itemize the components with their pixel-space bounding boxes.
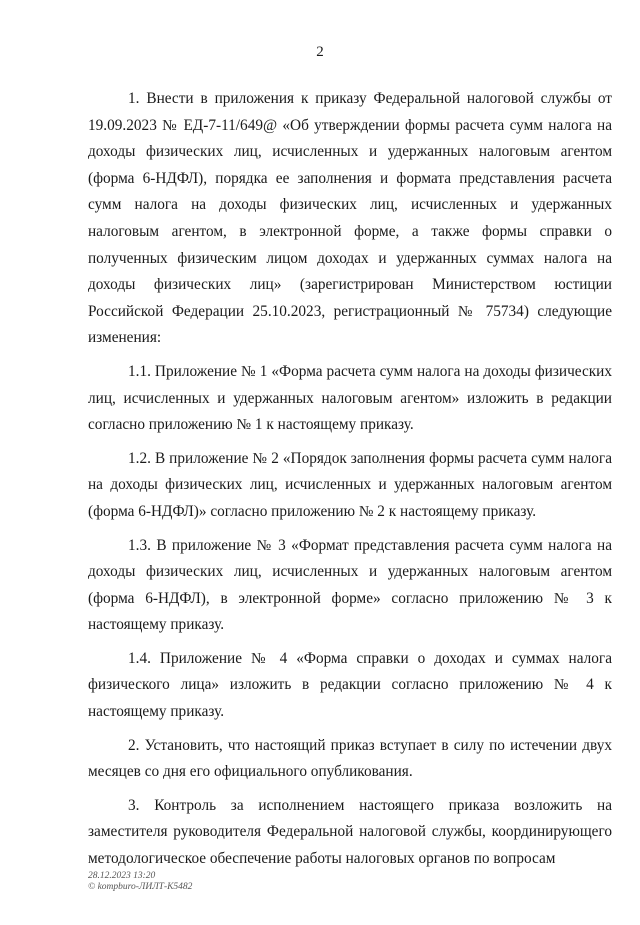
paragraph-1-3: 1.3. В приложение № 3 «Формат представления расчета сумм налога на доходы физических лиц, исчисленных и удержанных налоговым агентом (форма 6-НДФЛ), в электронной форме» согласно приложению № 3 к настоящему приказу. [88,536,612,634]
document-body [88,86,612,880]
footer-stamp [88,871,192,893]
footer-timestamp: 28.12.2023 13:20 [88,871,156,881]
footer-path: © kompburo-ЛИЛТ-К5482 [88,882,193,892]
paragraph-1-4: 1.4. Приложение № 4 «Форма справки о доходах и суммах налога физического лица» изложить в редакции согласно приложению № 4 к настоящему приказу. [88,649,612,721]
page-number: 2 [316,44,324,60]
paragraph-2: 2. Установить, что настоящий приказ вступает в силу по истечении двух месяцев со дня его официального опубликования. [88,736,612,781]
paragraph-3: 3. Контроль за исполнением настоящего приказа возложить на заместителя руководителя Федеральной налоговой службы, координирующего методологическое обеспечение работы налоговых органов по вопросам [88,796,612,868]
paragraph-1-1: 1.1. Приложение № 1 «Форма расчета сумм налога на доходы физических лиц, исчисленных и удержанных налоговым агентом» изложить в редакции согласно приложению № 1 к настоящему приказу. [88,362,612,434]
paragraph-1-2: 1.2. В приложение № 2 «Порядок заполнения формы расчета сумм налога на доходы физических лиц, исчисленных и удержанных налоговым агентом (форма 6-НДФЛ)» согласно приложению № 2 к настоящему приказу. [88,449,612,520]
paragraph-1: 1. Внести в приложения к приказу Федеральной налоговой службы от 19.09.2023 № ЕД-7-11/649@ «Об утверждении формы расчета сумм налога на доходы физических лиц, исчисленных и удержанных налоговым агентом (форма 6-НДФЛ), порядка ее заполнения и формата представления расчета сумм налога на доходы физических лиц, исчисленных и удержанных налоговым агентом, в электронной форме, а также формы справки о полученных физическим лицом доходах и удержанных суммах налога на доходы физических лиц» (зарегистрирован Министерством юстиции Российской Федерации 25.10.2023, регистрационный № 75734) следующие изменения: [88,90,612,347]
